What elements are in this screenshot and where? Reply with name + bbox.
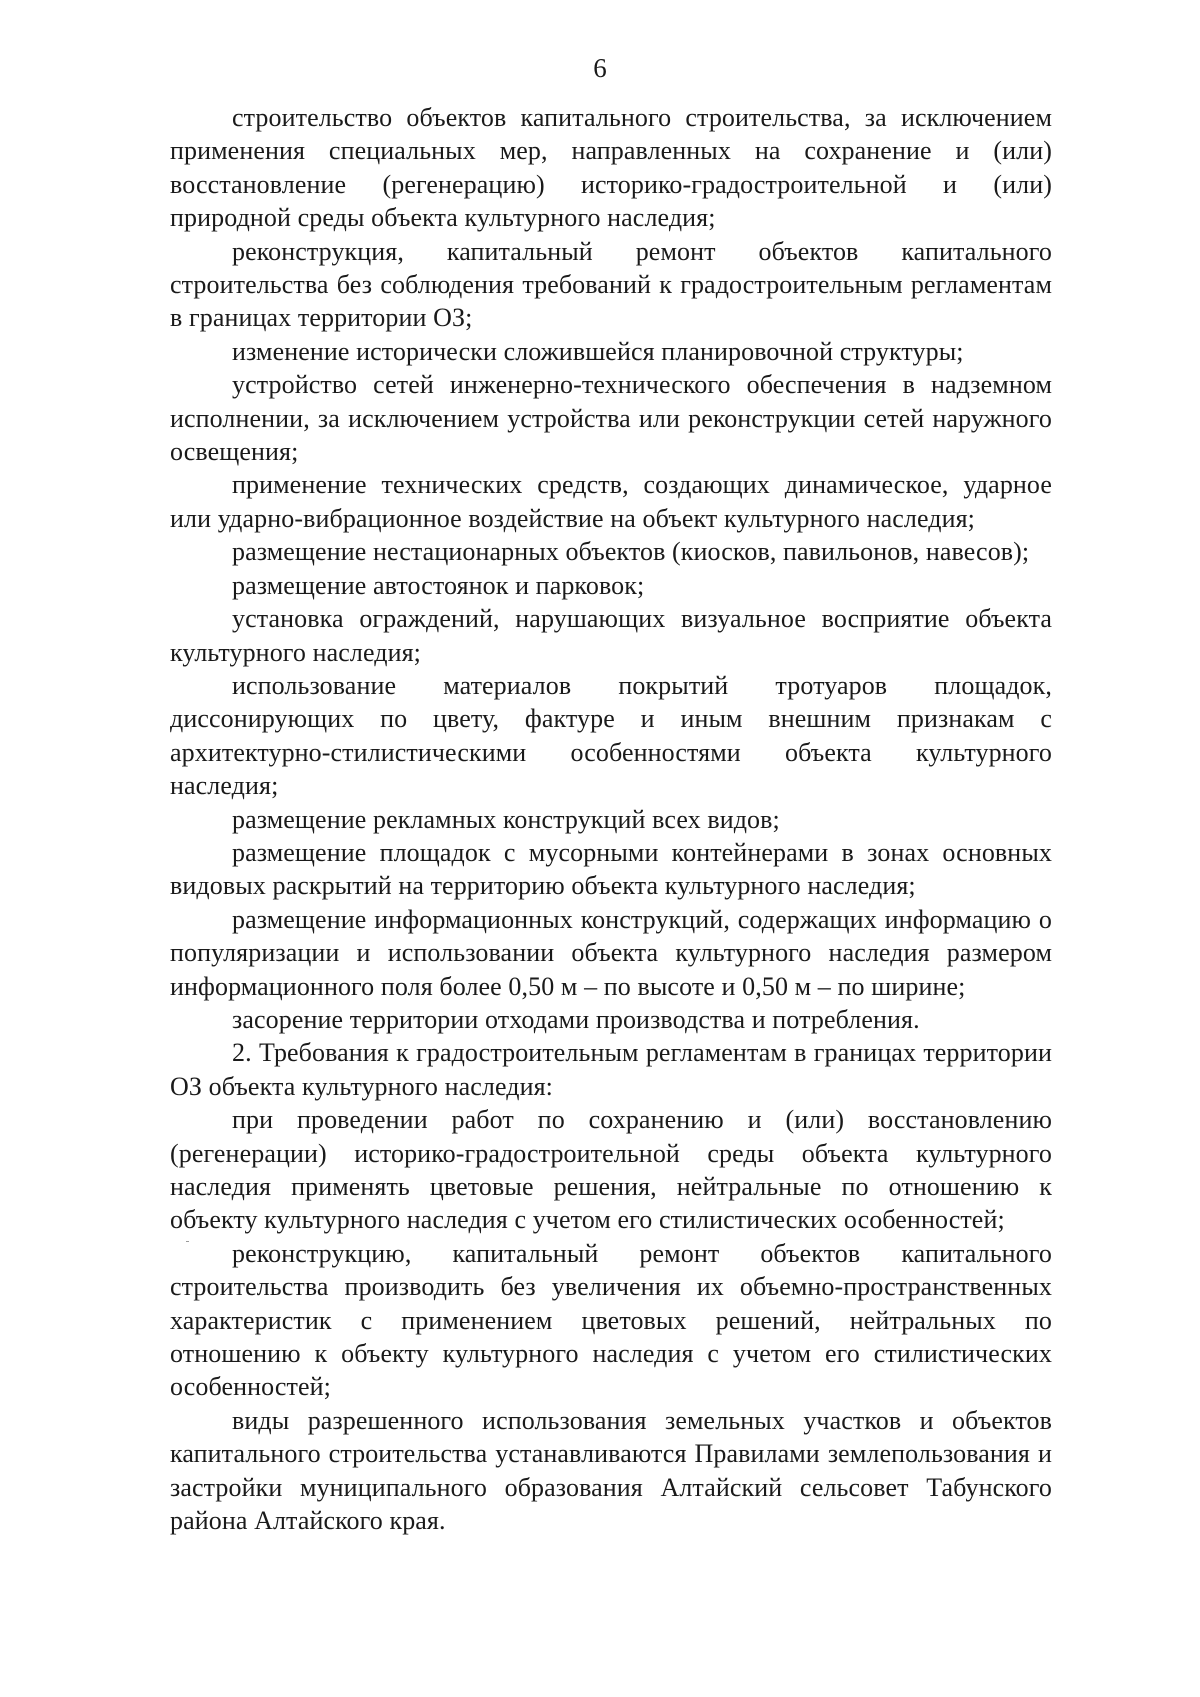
paragraph-materials: использование материалов покрытий тротуаров площадок, диссонирующих по цвету, фактуре и иным внешним признакам с архитектурно-стилистическими особенностями объекта культурного наследия; xyxy=(170,670,1052,801)
paragraph-section-2-heading: 2. Требования к градостроительным регламентам в границах территории ОЗ объекта культурного наследия: xyxy=(170,1038,1052,1101)
paragraph-temporary-objects: размещение нестационарных объектов (киосков, павильонов, навесов); xyxy=(232,537,1030,567)
paragraph-land-use: виды разрешенного использования земельных участков и объектов капитального строительства устанавливаются Правилами землепользования и застройки муниципального образования Алтайский сельсовет Табунского района Алтайского края. xyxy=(170,1405,1052,1536)
paragraph-technical-means: применение технических средств, создающих динамическое, ударное или ударно-вибрационное воздействие на объект культурного наследия; xyxy=(170,470,1052,533)
paragraph-fences: установка ограждений, нарушающих визуальное восприятие объекта культурного наследия; xyxy=(170,604,1052,667)
paragraph-color-solutions: при проведении работ по сохранению и (или) восстановлению (регенерации) историко-градостроительной среды объекта культурного наследия применять цветовые решения, нейтральные по отношению к объекту культурного наследия с учетом его стилистических особенностей; xyxy=(170,1105,1052,1235)
paragraph-engineering-networks: устройство сетей инженерно-технического обеспечения в надземном исполнении, за исключением устройства или реконструкции сетей наружного освещения; xyxy=(170,370,1052,467)
paragraph-reconstruction-rules: реконструкцию, капитальный ремонт объектов капитального строительства производить без увеличения их объемно-пространственных характеристик с применением цветовых решений, нейтральных по отношению к объекту культурного наследия с учетом его стилистических особенностей; xyxy=(170,1238,1052,1402)
paragraph-littering: засорение территории отходами производства и потребления. xyxy=(232,1004,920,1034)
page-number: 6 xyxy=(593,53,607,83)
scan-speck xyxy=(186,1241,189,1242)
paragraph-planning-structure: изменение исторически сложившейся планировочной структуры; xyxy=(232,336,964,366)
paragraph-reconstruction-ban: реконструкция, капитальный ремонт объектов капитального строительства без соблюдения требований к градостроительным регламентам в границах территории ОЗ; xyxy=(170,236,1052,333)
paragraph-waste-containers: размещение площадок с мусорными контейнерами в зонах основных видовых раскрытий на территорию объекта культурного наследия; xyxy=(170,837,1052,901)
paragraph-construction-ban: строительство объектов капитального строительства, за исключением применения специальных мер, направленных на сохранение и (или) восстановление (регенерацию) историко-градостроительной и (или) природной среды объекта культурного наследия; xyxy=(170,103,1052,233)
paragraph-information-signs: размещение информационных конструкций, содержащих информацию о популяризации и использовании объекта культурного наследия размером информационного поля более 0,50 м – по высоте и 0,50 м – по ширине; xyxy=(170,904,1052,1001)
paragraph-parking: размещение автостоянок и парковок; xyxy=(232,570,645,600)
document-body xyxy=(170,101,1052,1537)
paragraph-advertising: размещение рекламных конструкций всех видов; xyxy=(232,804,780,834)
